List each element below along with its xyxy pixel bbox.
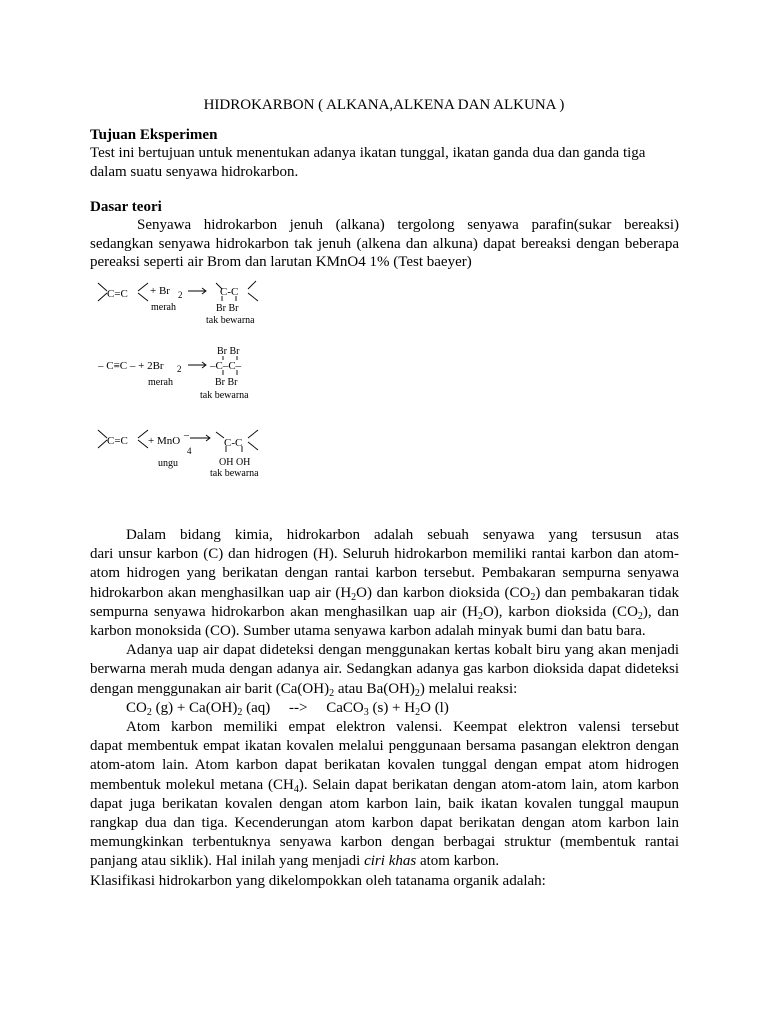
subscript: 2 <box>329 687 335 699</box>
reaction-2-groups-top: Br Br <box>217 346 240 357</box>
equation-part-3: (aq) --> CaCO <box>242 699 364 716</box>
equation-part-1: CO <box>126 699 147 716</box>
para-1-line-3: atom hidrogen yang berikatan dengan rantai karbon tersebut. Pembakaran sempurna senyawa <box>90 565 679 582</box>
tujuan-heading: Tujuan Eksperimen <box>90 127 218 143</box>
para-1-line-5 <box>90 603 679 622</box>
subscript: 2 <box>415 706 421 718</box>
subscript: 2 <box>637 610 643 622</box>
reaction-alkene-bromine <box>98 277 298 329</box>
dasar-teori-heading: Dasar teori <box>90 199 162 215</box>
subscript: 2 <box>414 687 420 699</box>
subscript: 2 <box>146 706 152 718</box>
reaction-alkene-permanganate <box>98 424 298 480</box>
para-3-line-1: Atom karbon memiliki empat elektron valensi. Keempat elektron valensi tersebut <box>126 719 679 736</box>
reaction-2-reagent-label: merah <box>148 377 173 388</box>
reaction-2-product: –C–C– <box>210 360 242 372</box>
equation-line <box>90 699 679 718</box>
equation-part-4: (s) + H <box>368 699 416 716</box>
ciri-khas-italic: ciri khas <box>364 853 417 870</box>
para-1-line-4-c: ) dan pembakaran tidak <box>535 584 679 601</box>
reaction-alkyne-bromine <box>98 344 298 404</box>
para-3-line-8-b: atom karbon. <box>416 853 500 870</box>
para-3-line-6: rangkap dua dan tiga. Kecenderungan atom karbon dapat berikatan dengan atom karbon lain <box>90 815 679 832</box>
para-1-line-2: dari unsur karbon (C) dan hidrogen (H). Seluruh hidrokarbon memiliki rantai karbon dan atom- <box>90 546 679 563</box>
tujuan-line-2: dalam suatu senyawa hidrokarbon. <box>90 163 299 180</box>
reaction-1-reactant: C=C <box>107 288 128 300</box>
subscript: 2 <box>477 610 483 622</box>
document-title: HIDROKARBON ( ALKANA,ALKENA DAN ALKUNA ) <box>203 97 565 113</box>
subscript: 2 <box>237 706 243 718</box>
para-1-line-5-b: O), karbon dioksida (CO <box>482 603 638 620</box>
para-3-line-7: memungkinkan terbentuknya senyawa karbon dengan berbagai struktur (membentuk rantai <box>90 834 679 851</box>
subscript: 2 <box>351 591 357 603</box>
para-1-line-5-a: sempurna senyawa hidrokarbon akan menghasilkan uap air (H <box>90 603 478 620</box>
reaction-1-product-groups: Br Br <box>216 303 239 314</box>
para-1-line-4-a: hidrokarbon akan menghasilkan uap air (H <box>90 584 352 601</box>
reaction-3-reactant: C=C <box>107 435 128 447</box>
reaction-3-reagent: + MnO <box>148 435 181 447</box>
para-1-line-4 <box>90 584 679 603</box>
reaction-1-product: C-C <box>220 286 239 298</box>
para-2-line-3-c: ) melalui reaksi: <box>419 680 518 697</box>
para-2-line-1: Adanya uap air dapat dideteksi dengan menggunakan kertas kobalt biru yang akan menjadi <box>126 642 679 659</box>
reaction-2-diagram <box>98 344 298 404</box>
reaction-3-reagent-label: ungu <box>158 458 178 469</box>
para-1-line-6: karbon monoksida (CO). Sumber utama senyawa karbon adalah minyak bumi dan batu bara. <box>90 623 646 640</box>
para-3-line-2: dapat membentuk empat ikatan kovalen melalui penggunaan bersama pasangan elektron dengan <box>90 738 679 755</box>
dasar-teori-section <box>90 198 679 272</box>
para-3-line-4-b: ). Selain dapat berikatan dengan atom-atom lain, atom karbon <box>298 776 679 793</box>
reaction-1-reagent-sub: 2 <box>178 290 183 300</box>
dasar-teori-line-2: sedangkan senyawa hidrokarbon tak jenuh (alkena dan alkuna) dapat bereaksi dengan beberapa <box>90 235 679 252</box>
klasifikasi-line: Klasifikasi hidrokarbon yang dikelompokkan oleh tatanama organik adalah: <box>90 872 546 889</box>
reaction-1-product-label: tak bewarna <box>206 315 255 326</box>
reaction-1-reagent-label: merah <box>151 302 176 313</box>
dasar-teori-line-3: pereaksi seperti air Brom dan larutan KMnO4 1% (Test baeyer) <box>90 254 472 271</box>
para-3-line-5: dapat juga berikatan kovalen dengan atom karbon lain, baik ikatan kovalen tunggal maupun <box>90 795 679 812</box>
para-2-line-3-b: atau Ba(OH) <box>334 680 415 697</box>
reaction-2-reagent-sub: 2 <box>177 364 182 374</box>
para-2-line-3 <box>90 680 679 699</box>
dasar-teori-line-1: Senyawa hidrokarbon jenuh (alkana) tergolong senyawa parafin(sukar bereaksi) <box>137 217 679 234</box>
reaction-3-reagent-sub: 4 <box>187 446 192 456</box>
para-3-line-3: atom-atom lain. Atom karbon dapat berikatan kovalen tunggal dengan empat atom hidrogen <box>90 757 679 774</box>
equation-part-2: (g) + Ca(OH) <box>151 699 238 716</box>
tujuan-section <box>90 126 679 181</box>
reaction-3-product-groups: OH OH <box>219 457 251 468</box>
reaction-3-product: C-C <box>224 437 243 449</box>
equation-part-5: O (l) <box>420 699 449 716</box>
para-3-line-4 <box>90 776 679 795</box>
para-1-line-4-b: O) dan karbon dioksida (CO <box>356 584 531 601</box>
reaction-2-reactant: – C≡C – + 2Br <box>98 360 164 372</box>
reaction-3-diagram <box>98 424 298 480</box>
reaction-2-product-label: tak bewarna <box>200 390 249 401</box>
para-2-line-2: berwarna merah muda dengan adanya air. Sedangkan adanya gas karbon dioksida dapat dideteksi <box>90 661 679 678</box>
para-2-line-3-a: dengan menggunakan air barit (Ca(OH) <box>90 680 330 697</box>
para-1-line-5-c: ), dan <box>642 603 679 620</box>
reaction-1-diagram <box>98 277 298 329</box>
reaction-2-groups-bottom: Br Br <box>215 377 238 388</box>
para-1-line-1: Dalam bidang kimia, hidrokarbon adalah sebuah senyawa yang tersusun atas <box>126 527 679 543</box>
reaction-1-reagent: + Br <box>150 285 170 297</box>
para-3-line-8 <box>90 852 679 871</box>
reaction-3-reagent-sup: – <box>184 430 189 441</box>
para-3-line-8-a: panjang atau siklik). Hal inilah yang menjadi <box>90 853 365 870</box>
body-text <box>90 526 679 891</box>
subscript: 2 <box>530 591 536 603</box>
subscript: 4 <box>293 783 299 795</box>
subscript: 3 <box>363 706 369 718</box>
reaction-3-product-label: tak bewarna <box>210 468 259 479</box>
para-3-line-4-a: membentuk molekul metana (CH <box>90 776 294 793</box>
tujuan-line-1: Test ini bertujuan untuk menentukan adanya ikatan tunggal, ikatan ganda dua dan ganda tiga <box>90 145 646 162</box>
